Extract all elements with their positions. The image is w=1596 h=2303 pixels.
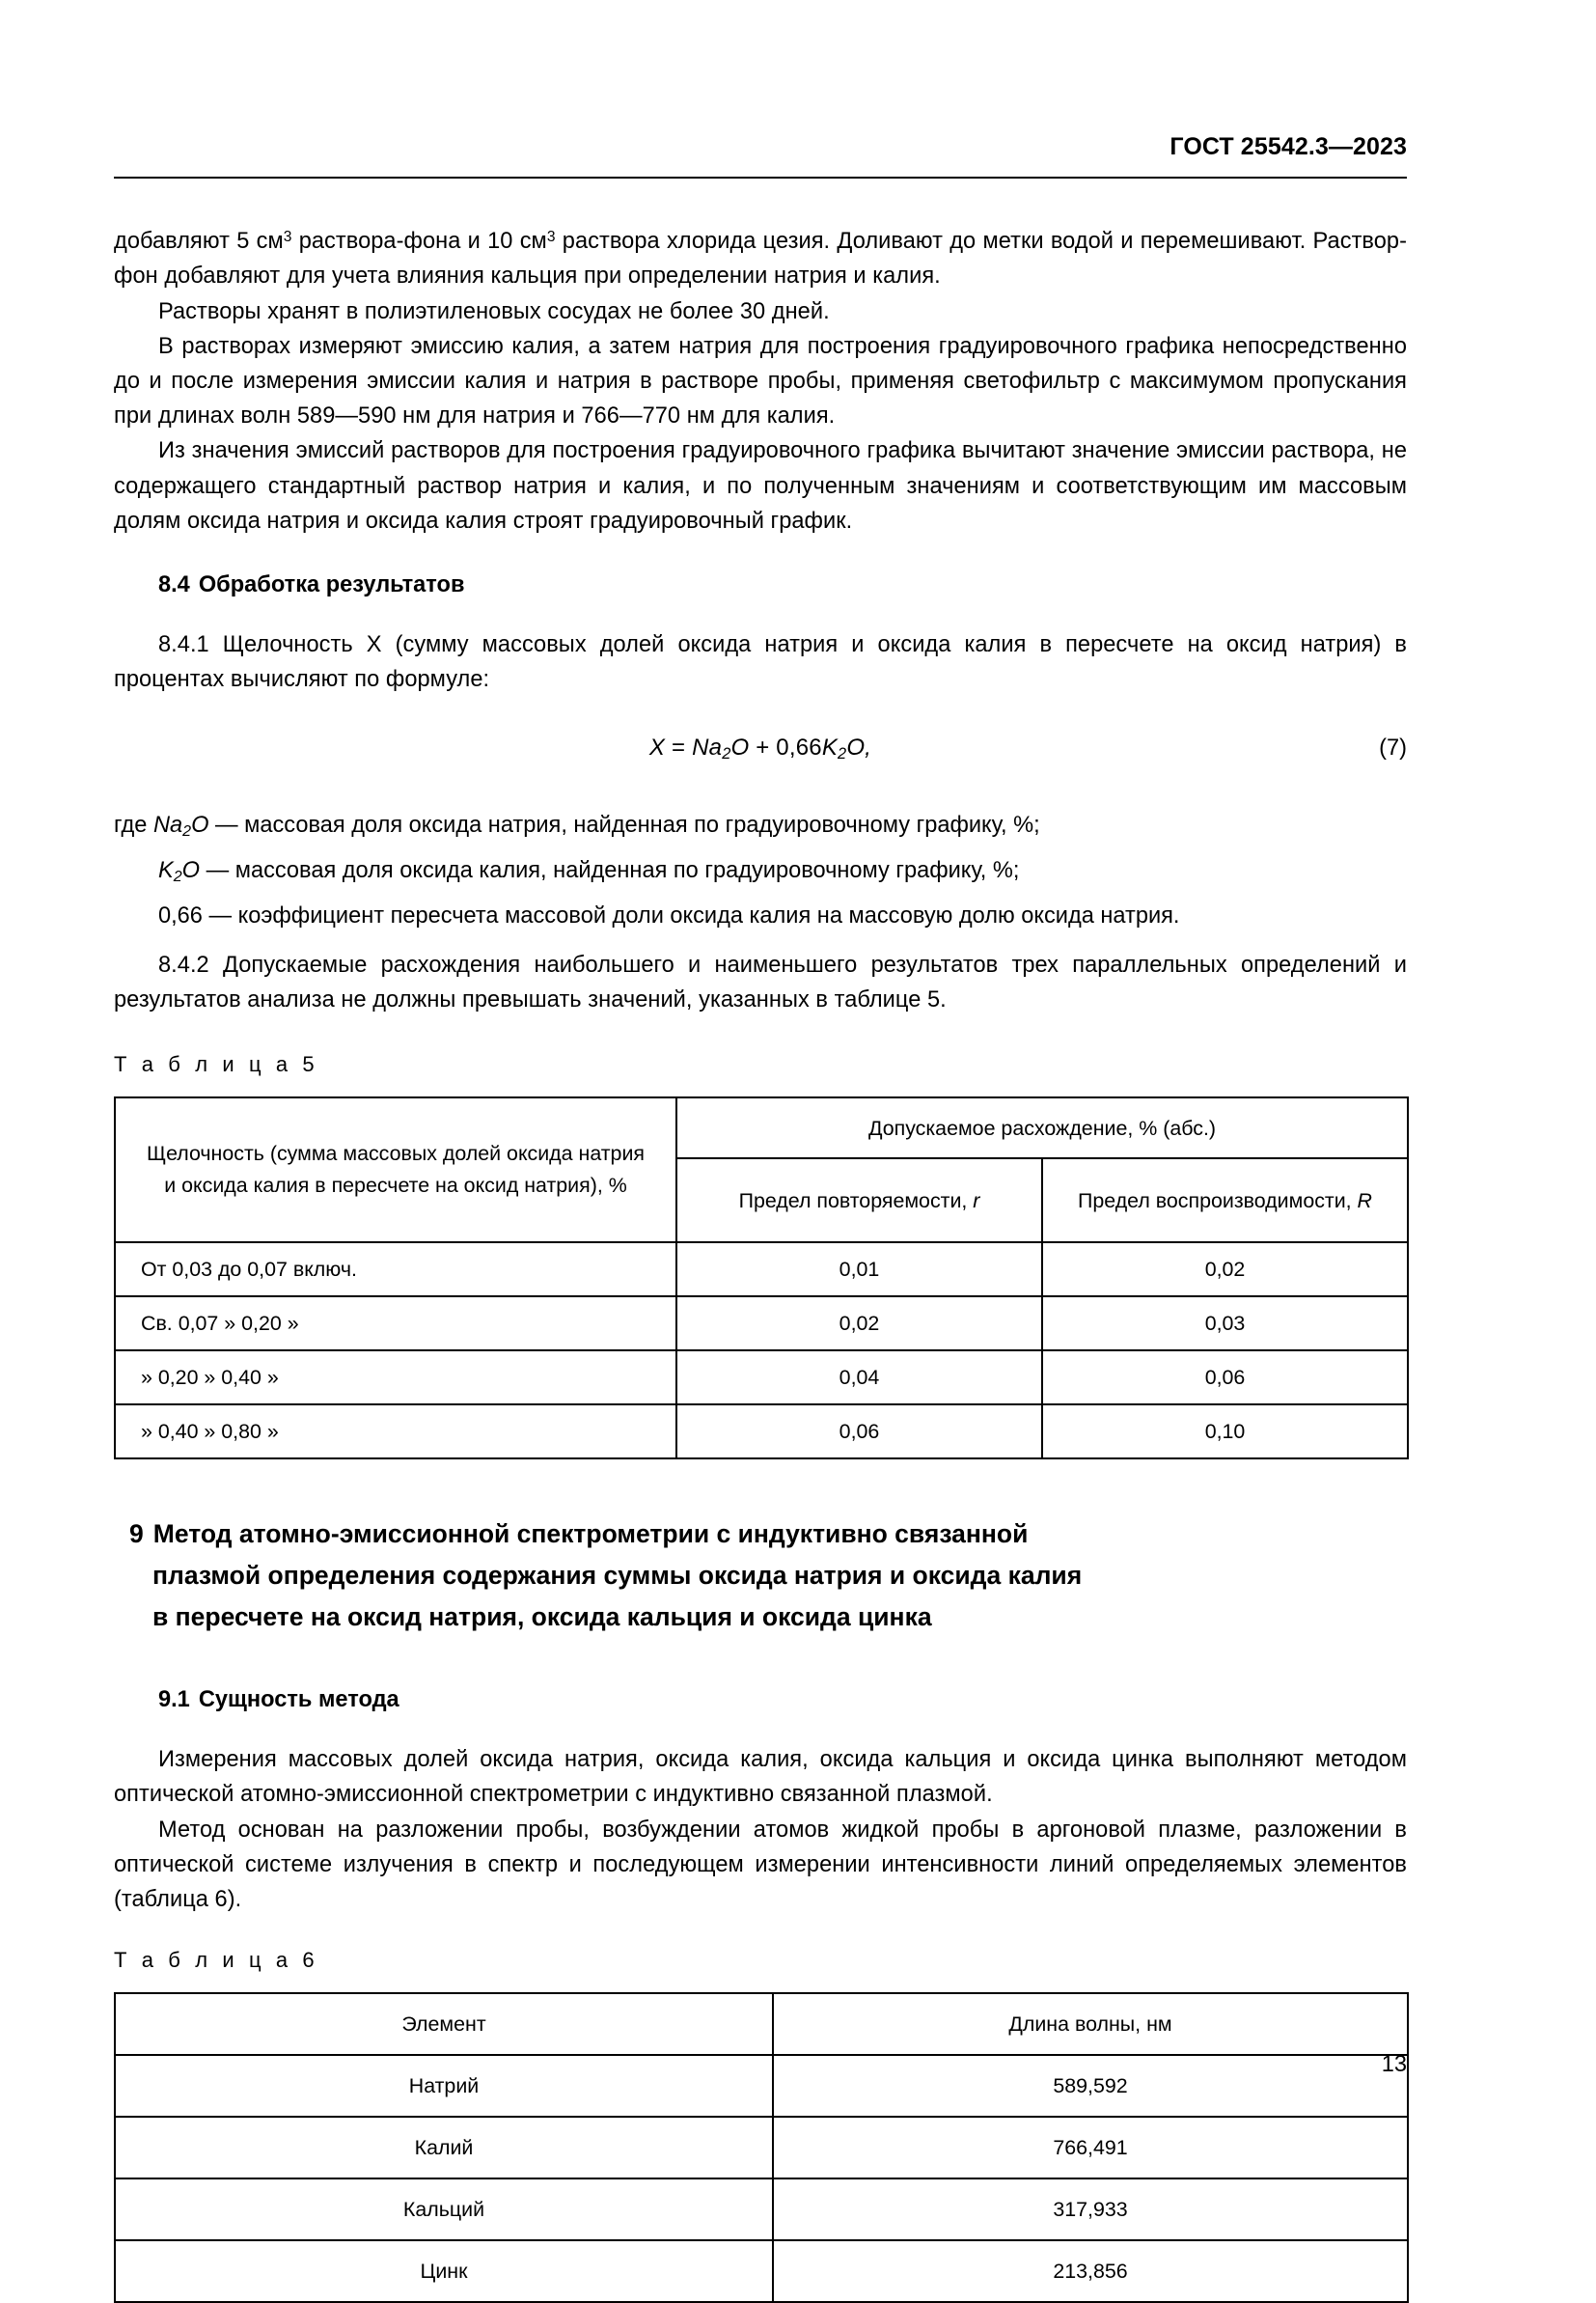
table-5-cell-R: 0,10 bbox=[1042, 1404, 1408, 1458]
table-5-cell-r: 0,04 bbox=[676, 1350, 1042, 1404]
table-6-cell-wavelength: 766,491 bbox=[773, 2117, 1408, 2178]
table-6 bbox=[114, 1992, 1409, 2303]
page-header bbox=[114, 135, 1407, 159]
formula-coefficient: 0,66 bbox=[776, 734, 822, 761]
formula-7-row bbox=[114, 723, 1407, 773]
table-5-header-repeatability-text: Предел повторяемости, bbox=[738, 1188, 974, 1212]
table-5-header-col1 bbox=[115, 1097, 676, 1242]
table-6-cell-element: Цинк bbox=[115, 2240, 773, 2302]
table-5-cell-R: 0,02 bbox=[1042, 1242, 1408, 1296]
para-1-part-a: добавляют 5 см bbox=[114, 229, 284, 255]
table-6-cell-element: Кальций bbox=[115, 2178, 773, 2240]
table-row bbox=[115, 2178, 1408, 2240]
formula-na-o: O bbox=[730, 734, 750, 761]
table-row bbox=[115, 1242, 1408, 1296]
heading-9-1 bbox=[114, 1682, 1407, 1717]
formula-k-sub: 2 bbox=[838, 744, 847, 763]
paragraph-storage: Растворы хранят в полиэтиленовых сосудах не более 30 дней. bbox=[158, 298, 830, 324]
table-5-header-repeatability-symbol: r bbox=[973, 1188, 980, 1212]
para-1-part-c: раствора хлорида цезия. Доливают до метки водой и перемешивают. Раствор-фон добавляют для учета влияния кальция при определении натрия и калия. bbox=[114, 229, 1408, 290]
formula-7-expression bbox=[114, 723, 1407, 779]
table-5-header-reproducibility bbox=[1042, 1158, 1408, 1242]
where-symbol-k-tail: O bbox=[181, 857, 201, 883]
table-row bbox=[115, 1350, 1408, 1404]
heading-section-9 bbox=[114, 1513, 1407, 1638]
formula-na-sub: 2 bbox=[722, 744, 731, 763]
formula-equals: = bbox=[665, 734, 693, 761]
table-6-cell-element: Калий bbox=[115, 2117, 773, 2178]
table-5-header-col1-text bbox=[116, 1138, 675, 1202]
table-5-cell-range: Св. 0,07 » 0,20 » bbox=[115, 1296, 676, 1350]
formula-na: Na bbox=[692, 734, 723, 761]
heading-8-4-title: Обработка результатов bbox=[198, 571, 465, 597]
paragraph-continuation bbox=[114, 220, 1407, 294]
where-symbol-na-sub: 2 bbox=[182, 821, 192, 840]
table-5-cell-r: 0,01 bbox=[676, 1242, 1042, 1296]
clause-8-4-2: 8.4.2 Допускаемые расхождения наибольшего и наименьшего результатов трех параллельных определений и результатов анализа не должны превышать значений, указанных в таблице 5. bbox=[114, 952, 1407, 1013]
table-6-cell-wavelength: 589,592 bbox=[773, 2055, 1408, 2117]
table-row bbox=[115, 1296, 1408, 1350]
where-item-na2o bbox=[114, 806, 1407, 851]
table-5-cell-R: 0,06 bbox=[1042, 1350, 1408, 1404]
table-5-header-group bbox=[676, 1097, 1408, 1158]
paragraph-emission-measurement: В растворах измеряют эмиссию калия, а затем натрия для построения градуировочного графика непосредственно до и после измерения эмиссии калия и натрия в растворе пробы, применяя светофильтр с максимумом пропускания при длинах волн 589—590 нм для натрия и 766—770 нм для калия. bbox=[114, 333, 1407, 430]
formula-lhs: X bbox=[648, 734, 666, 761]
page-number: 13 bbox=[1381, 2052, 1407, 2077]
table-6-caption: Т а б л и ц а 6 bbox=[114, 1948, 319, 1973]
table-row bbox=[115, 2240, 1408, 2302]
where-symbol-na: Na bbox=[153, 812, 183, 838]
where-symbol-na-tail: O bbox=[191, 812, 209, 838]
where-item-coefficient bbox=[114, 897, 1407, 936]
table-5-header-repeatability bbox=[676, 1158, 1042, 1242]
where-symbol-k: K bbox=[158, 857, 174, 883]
heading-9-1-number: 9.1 bbox=[158, 1687, 190, 1712]
standard-number: ГОСТ 25542.3—2023 bbox=[1169, 133, 1407, 160]
table-row bbox=[115, 1404, 1408, 1458]
table-6-header-row bbox=[115, 1993, 1408, 2055]
table-5-cell-r: 0,06 bbox=[676, 1404, 1042, 1458]
table-6-header-wavelength: Длина волны, нм bbox=[773, 1993, 1408, 2055]
where-prefix: где bbox=[114, 812, 153, 838]
header-rule bbox=[114, 177, 1407, 179]
table-6-cell-wavelength: 213,856 bbox=[773, 2240, 1408, 2302]
formula-k-o: O, bbox=[846, 734, 872, 761]
paragraph-9-1-method-basis: Метод основан на разложении пробы, возбуждении атомов жидкой пробы в аргоновой плазме, разложении в оптической системе излучения в спектр и последующем измерении интенсивности линий определяемых элементов (таблица 6). bbox=[114, 1817, 1407, 1913]
where-item-k2o bbox=[114, 851, 1407, 897]
table-5-header-col1-line2: и оксида калия в пересчете на оксид натрия), % bbox=[164, 1174, 627, 1197]
formula-plus: + bbox=[749, 734, 777, 761]
heading-8-4 bbox=[114, 568, 1407, 602]
table-5-caption: Т а б л и ц а 5 bbox=[114, 1052, 319, 1076]
heading-section-9-line3: в пересчете на оксид натрия, оксида кальция и оксида цинка bbox=[152, 1602, 932, 1631]
table-5-header-col1-line1: Щелочность (сумма массовых долей оксида натрия bbox=[147, 1142, 645, 1165]
formula-7-number: (7) bbox=[1379, 735, 1407, 761]
where-definition-coefficient: — коэффициент пересчета массовой доли оксида калия на массовую долю оксида натрия. bbox=[202, 902, 1180, 929]
table-6-cell-element: Натрий bbox=[115, 2055, 773, 2117]
table-5-header-reproducibility-symbol: R bbox=[1357, 1188, 1372, 1212]
table-6-cell-wavelength: 317,933 bbox=[773, 2178, 1408, 2240]
superscript-cubed-2: 3 bbox=[546, 229, 556, 245]
table-5-header-group-text: Допускаемое расхождение, % (абс.) bbox=[868, 1116, 1217, 1140]
table-row bbox=[115, 2117, 1408, 2178]
table-5 bbox=[114, 1096, 1409, 1459]
table-5-cell-r: 0,02 bbox=[676, 1296, 1042, 1350]
heading-9-1-title: Сущность метода bbox=[198, 1687, 399, 1712]
where-symbol-k-sub: 2 bbox=[173, 867, 182, 885]
heading-section-9-line2: плазмой определения содержания суммы оксида натрия и оксида калия bbox=[152, 1561, 1083, 1590]
table-5-cell-range: » 0,20 » 0,40 » bbox=[115, 1350, 676, 1404]
where-symbol-coefficient: 0,66 bbox=[158, 902, 203, 929]
table-5-cell-R: 0,03 bbox=[1042, 1296, 1408, 1350]
where-definition-k: — массовая доля оксида калия, найденная по градуировочному графику, %; bbox=[200, 857, 1020, 883]
table-5-cell-range: От 0,03 до 0,07 включ. bbox=[115, 1242, 676, 1296]
heading-section-9-number: 9 bbox=[129, 1519, 144, 1548]
paragraph-9-1-measurement: Измерения массовых долей оксида натрия, оксида калия, оксида кальция и оксида цинка выполняют методом оптической атомно-эмиссионной спектрометрии с индуктивно связанной плазмой. bbox=[114, 1747, 1407, 1808]
formula-k: K bbox=[821, 734, 839, 761]
where-definition-na: — массовая доля оксида натрия, найденная по градуировочному графику, %; bbox=[208, 812, 1040, 838]
table-5-header-row-1 bbox=[115, 1097, 1408, 1158]
para-1-part-b: раствора-фона и 10 см bbox=[291, 229, 547, 255]
heading-section-9-line1: Метод атомно-эмиссионной спектрометрии с индуктивно связанной bbox=[152, 1519, 1029, 1548]
document-body bbox=[114, 220, 1407, 2303]
table-5-cell-range: » 0,40 » 0,80 » bbox=[115, 1404, 676, 1458]
heading-8-4-number: 8.4 bbox=[158, 571, 190, 597]
superscript-cubed-1: 3 bbox=[283, 229, 292, 245]
table-6-header-element: Элемент bbox=[115, 1993, 773, 2055]
paragraph-calibration-graph: Из значения эмиссий растворов для построения градуировочного графика вычитают значение эмиссии раствора, не содержащего стандартный раствор натрия и калия, и по полученным значениям и соответствующим им массовым долям оксида натрия и оксида калия строят градуировочный график. bbox=[114, 438, 1407, 534]
table-5-header-reproducibility-text: Предел воспроизводимости, bbox=[1078, 1188, 1358, 1212]
clause-8-4-1: 8.4.1 Щелочность X (сумму массовых долей оксида натрия и оксида калия в пересчете на оксид натрия) в процентах вычисляют по формуле: bbox=[114, 632, 1407, 693]
